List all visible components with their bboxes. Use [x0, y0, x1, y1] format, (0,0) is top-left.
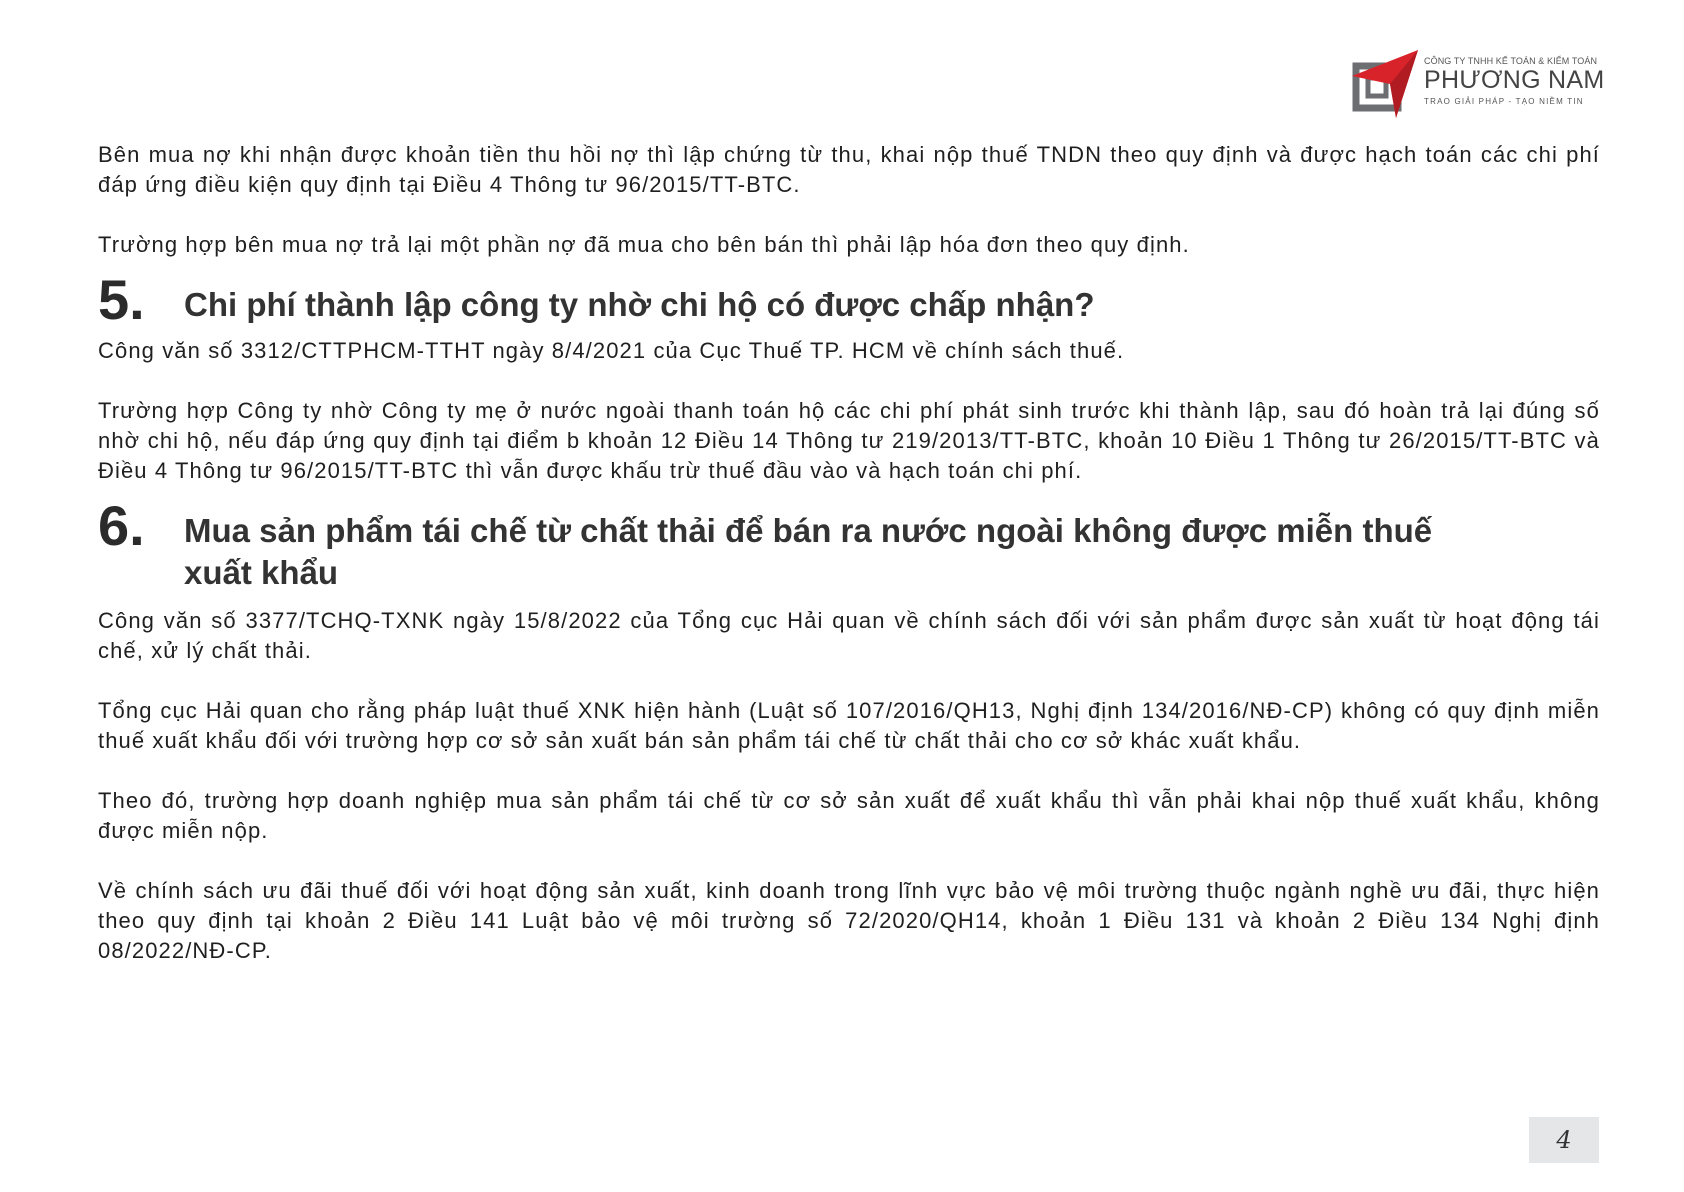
document-body	[98, 140, 1600, 966]
logo-company-name: PHƯƠNG NAM	[1424, 66, 1605, 94]
section-5-heading	[98, 268, 1600, 331]
logo-company-type: CÔNG TY TNHH KẾ TOÁN & KIỂM TOÁN	[1424, 56, 1598, 66]
paragraph: Theo đó, trường hợp doanh nghiệp mua sản phẩm tái chế từ cơ sở sản xuất để xuất khẩu thì vẫn phải khai nộp thuế xuất khẩu, không được miễn nộp.	[98, 788, 1600, 843]
logo-mark-icon	[1352, 48, 1418, 120]
paragraph: Trường hợp Công ty nhờ Công ty mẹ ở nước ngoài thanh toán hộ các chi phí phát sinh trước khi thành lập, sau đó hoàn trả lại đúng số nhờ chi hộ, nếu đáp ứng quy định tại điểm b khoản 12 Điều 14 Thông tư 219/2013/TT-BTC, khoản 10 Điều 1 Thông tư 26/2015/TT-BTC và Điều 4 Thông tư 96/2015/TT-BTC thì vẫn được khấu trừ thuế đầu vào và hạch toán chi phí.	[98, 398, 1600, 483]
section-title: Mua sản phẩm tái chế từ chất thải để bán ra nước ngoài không được miễn thuế xuất khẩu	[184, 512, 1433, 591]
logo-text	[1424, 56, 1614, 106]
company-logo	[1352, 48, 1612, 120]
paragraph: Tổng cục Hải quan cho rằng pháp luật thuế XNK hiện hành (Luật số 107/2016/QH13, Nghị định 134/2016/NĐ-CP) không có quy định miễn thuế xuất khẩu đối với trường hợp cơ sở sản xuất bán sản phẩm tái chế từ chất thải cho cơ sở khác xuất khẩu.	[98, 698, 1600, 753]
section-number: 6.	[98, 494, 145, 557]
paragraph: Công văn số 3377/TCHQ-TXNK ngày 15/8/2022 của Tổng cục Hải quan về chính sách đối với sản phẩm được sản xuất từ hoạt động tái chế, xử lý chất thải.	[98, 608, 1600, 663]
paragraph: Bên mua nợ khi nhận được khoản tiền thu hồi nợ thì lập chứng từ thu, khai nộp thuế TNDN theo quy định và được hạch toán các chi phí đáp ứng điều kiện quy định tại Điều 4 Thông tư 96/2015/TT-BTC.	[98, 142, 1600, 197]
page-number: 4	[1529, 1117, 1599, 1163]
section-6-heading	[98, 496, 1600, 594]
section-number: 5.	[98, 268, 145, 331]
paragraph: Về chính sách ưu đãi thuế đối với hoạt động sản xuất, kinh doanh trong lĩnh vực bảo vệ môi trường thuộc ngành nghề ưu đãi, thực hiện theo quy định tại khoản 2 Điều 141 Luật bảo vệ môi trường số 72/2020/QH14, khoản 1 Điều 131 và khoản 2 Điều 134 Nghị định 08/2022/NĐ-CP.	[98, 878, 1600, 963]
section-title: Chi phí thành lập công ty nhờ chi hộ có được chấp nhận?	[184, 286, 1095, 323]
logo-slogan: TRAO GIẢI PHÁP - TẠO NIỀM TIN	[1424, 97, 1584, 106]
paragraph: Trường hợp bên mua nợ trả lại một phần nợ đã mua cho bên bán thì phải lập hóa đơn theo quy định.	[98, 232, 1190, 257]
paragraph: Công văn số 3312/CTTPHCM-TTHT ngày 8/4/2021 của Cục Thuế TP. HCM về chính sách thuế.	[98, 338, 1125, 363]
